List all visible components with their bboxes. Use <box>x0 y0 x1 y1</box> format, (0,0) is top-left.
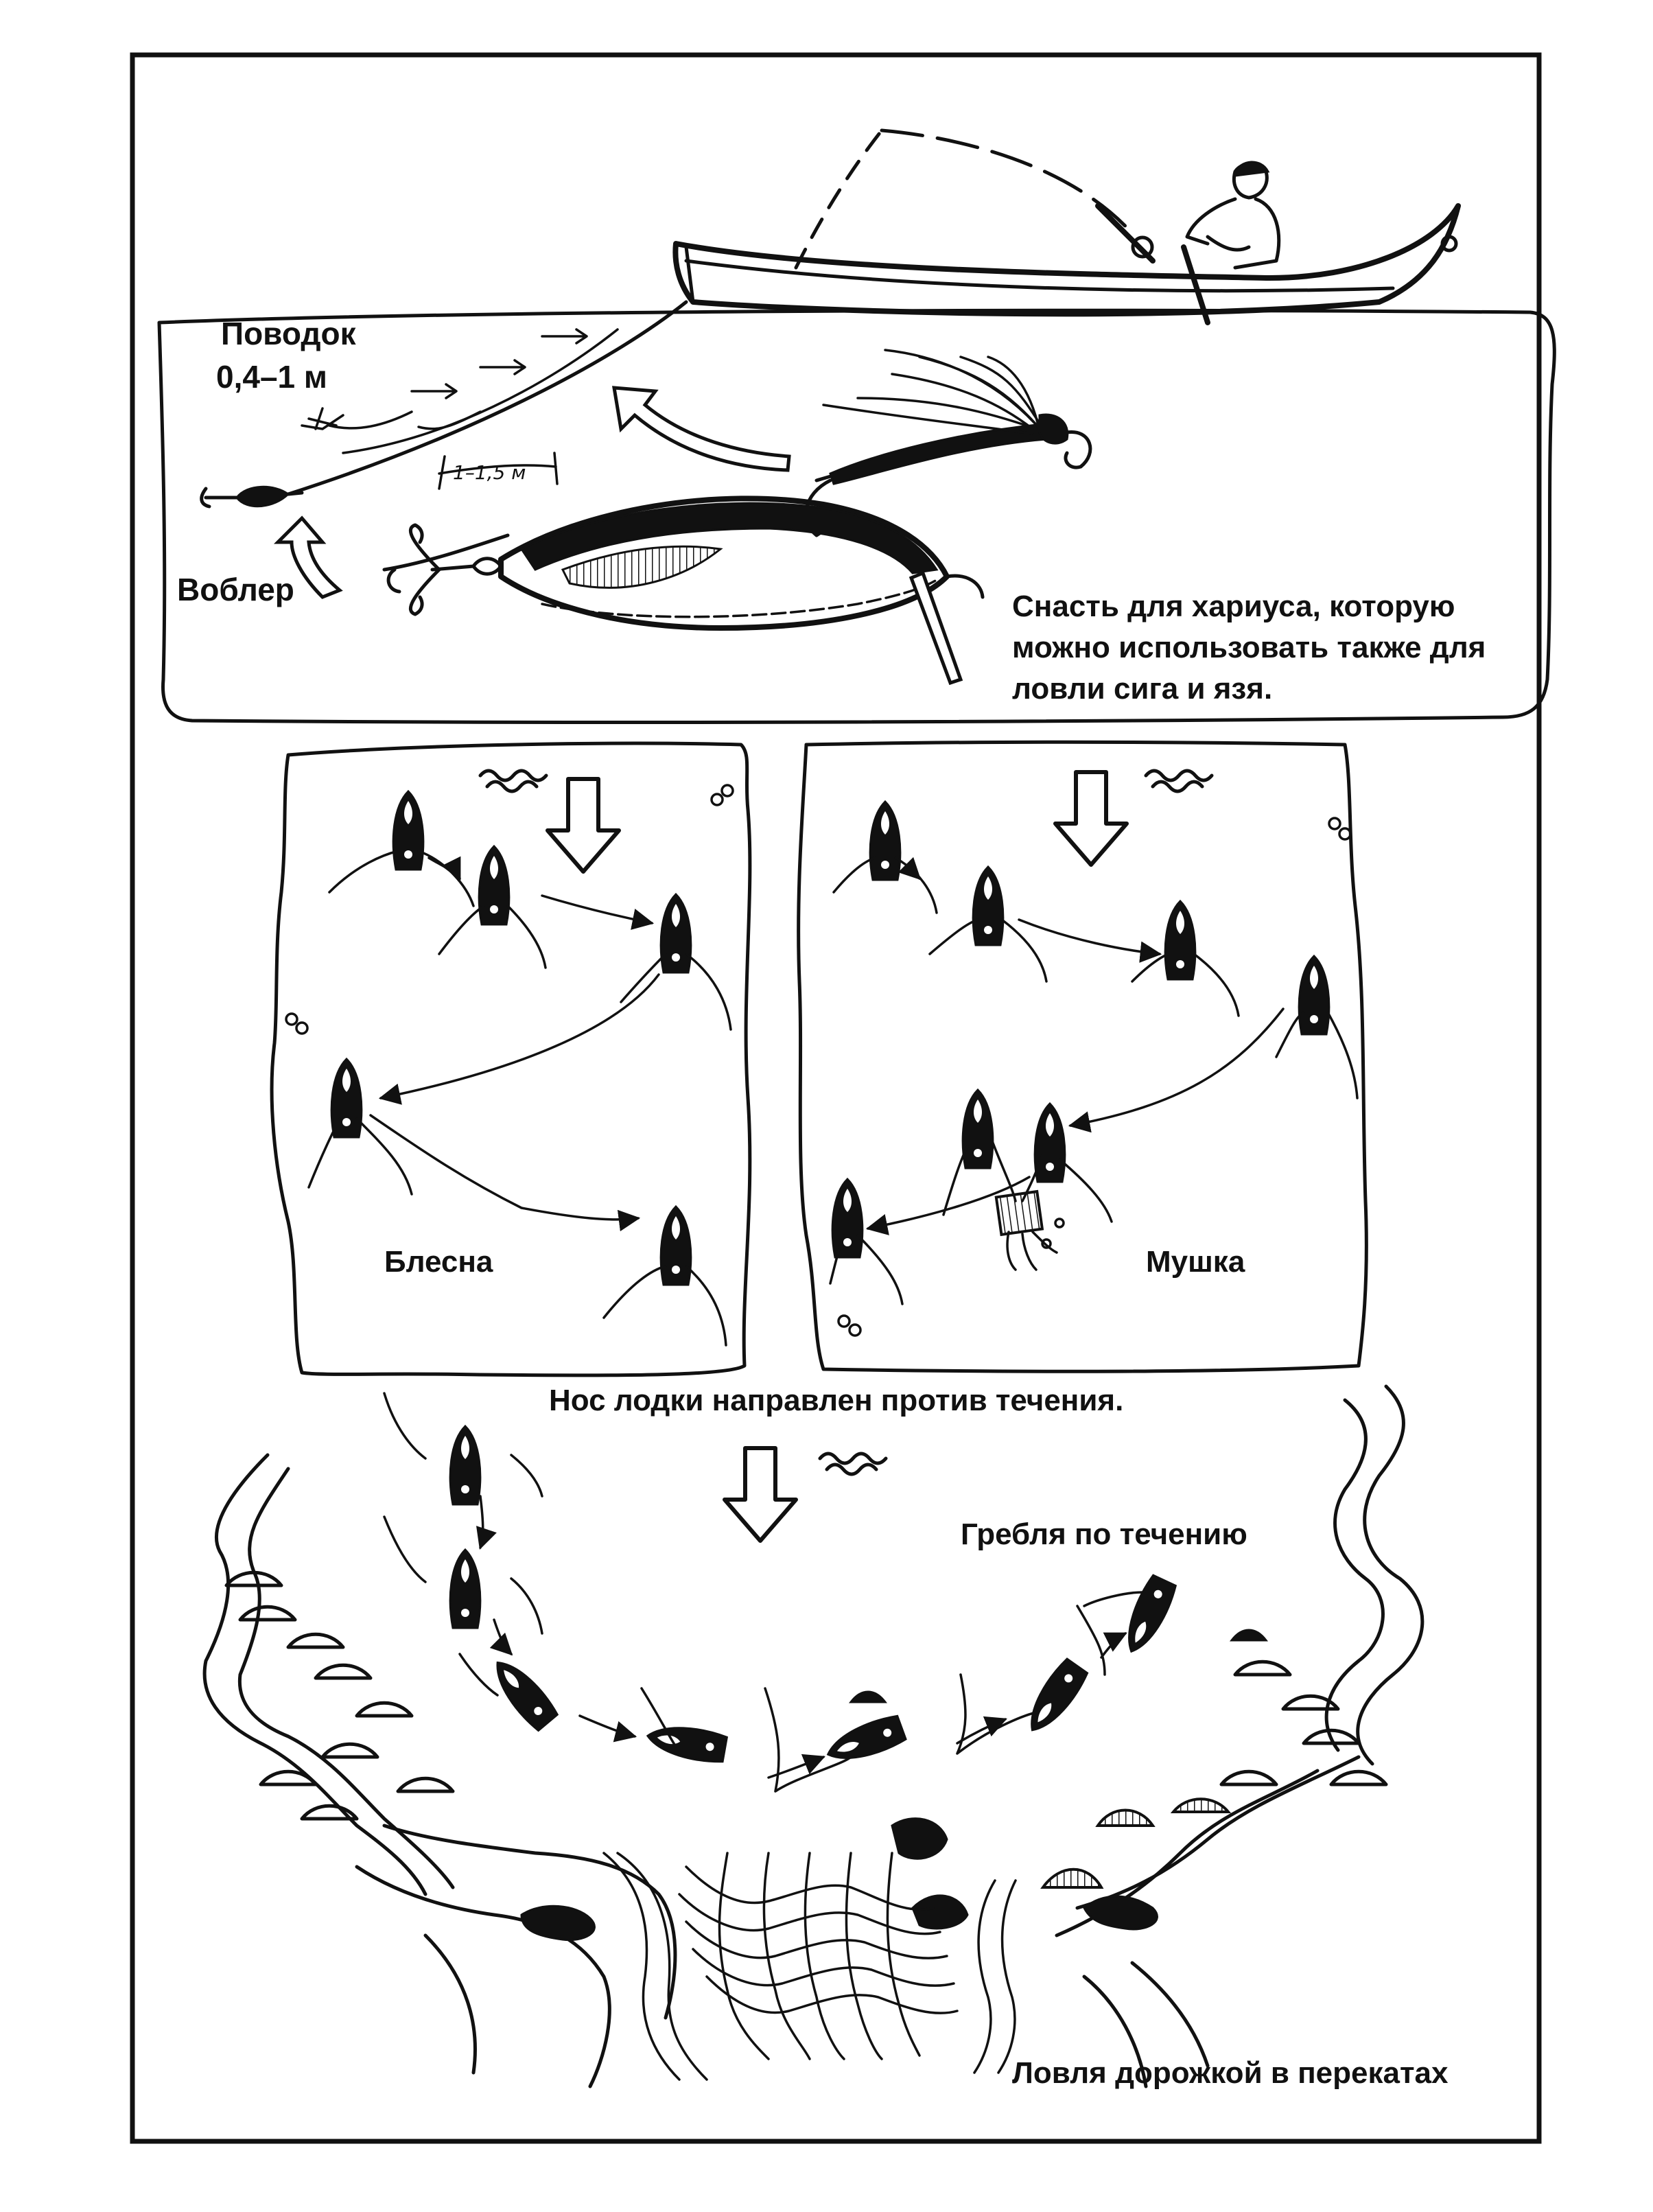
boat-icon <box>1165 901 1195 979</box>
rowing-caption: Гребля по течению <box>961 1517 1247 1551</box>
boat-icon <box>1035 1104 1065 1182</box>
spoon-lure <box>384 498 983 683</box>
depth-mark: 1–1,5 м <box>453 461 526 484</box>
spoon-panel <box>272 743 750 1375</box>
tackle-caption-line1: Снасть для хариуса, которую <box>1012 590 1455 623</box>
tackle-panel <box>159 302 1554 722</box>
boat-icon <box>973 867 1003 945</box>
wave-icon <box>820 1454 886 1474</box>
boat-icon <box>1299 956 1329 1034</box>
boat-icon <box>661 1207 691 1285</box>
tackle-caption-line2: можно использовать также для <box>1012 631 1486 664</box>
riffle-caption: Ловля дорожкой в перекатах <box>1012 2056 1449 2090</box>
current-arrow <box>548 779 619 872</box>
boat-icon <box>661 894 691 973</box>
boat-icon <box>393 791 423 870</box>
boat-icon <box>486 1653 559 1732</box>
leader-label-line2: 0,4–1 м <box>216 359 327 395</box>
boat-icon <box>645 1721 727 1765</box>
wave-icon <box>1146 771 1212 791</box>
bow-caption: Нос лодки направлен против течения. <box>549 1384 1124 1417</box>
boat-icon <box>832 1179 863 1257</box>
boat-with-angler <box>675 130 1458 323</box>
fly-panel <box>799 742 1367 1371</box>
spoon-panel-label: Блесна <box>384 1245 493 1279</box>
tackle-caption-line3: ловли сига и язя. <box>1012 672 1273 706</box>
fly-panel-label: Мушка <box>1146 1245 1245 1279</box>
current-arrow <box>1055 772 1127 865</box>
wobbler-label: Воблер <box>177 572 294 607</box>
wave-icon <box>480 771 546 791</box>
boat-icon <box>870 802 900 880</box>
boat-icon <box>1020 1657 1090 1738</box>
boat-icon <box>479 846 509 924</box>
leader-label-line1: Поводок <box>221 316 356 351</box>
current-arrow <box>725 1448 796 1541</box>
boat-icon <box>450 1550 480 1628</box>
boat-icon <box>963 1090 993 1168</box>
boat-icon <box>450 1426 480 1504</box>
riffle-scene <box>204 1386 1449 2090</box>
boat-icon <box>823 1714 906 1769</box>
boat-icon <box>1118 1574 1178 1658</box>
wobbler-lure <box>202 487 302 507</box>
